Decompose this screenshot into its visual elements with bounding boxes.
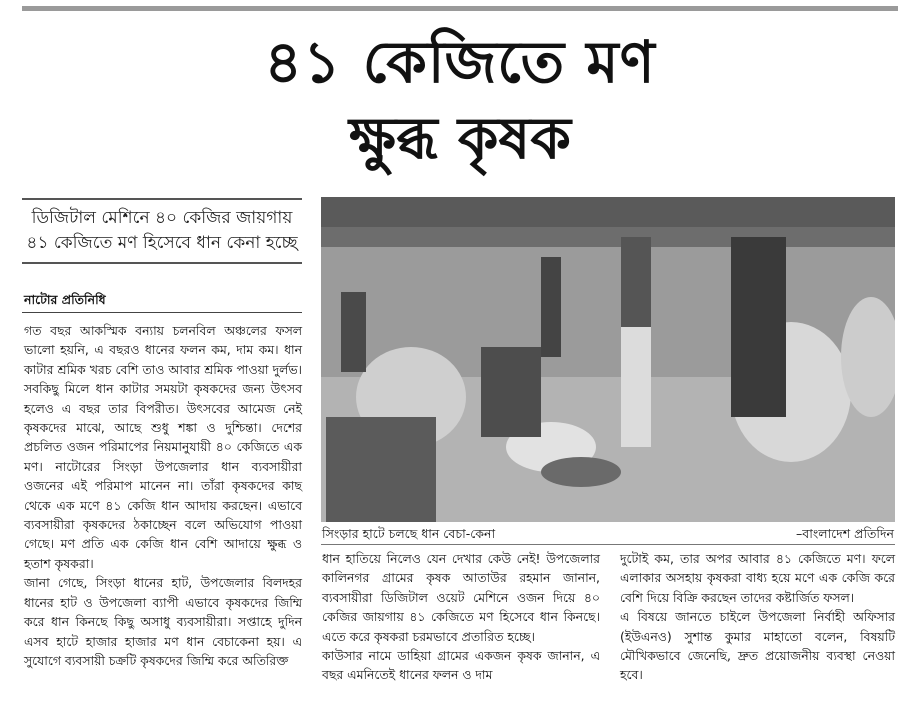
column-3-paragraph-2: এ বিষয়ে জানতে চাইলে উপজেলা নির্বাহী অফিসার (ইউএনও) সুশান্ত কুমার মাহাতো বলেন, বিষয়টি মৌখিকভাবে জেনেছি, দ্রুত প্রয়োজনীয় ব্যবস্থা নেওয়া হবে। (620, 609, 895, 683)
caption-rule (321, 544, 895, 545)
byline: নাটোর প্রতিনিধি (24, 292, 106, 307)
byline-rule (22, 312, 302, 313)
column-3-paragraph-1: দুটোই কম, তার অপর আবার ৪১ কেজিতে মণ। ফলে এলাকার অসহায় কৃষকরা বাধ্য হয়ে মণে এক কেজি করে বেশি দিয়ে বিক্রি করছেন তাদের কষ্টার্জিত ফসল। (620, 551, 895, 605)
column-2 (322, 549, 600, 685)
column-2-paragraph-1: ধান হাতিয়ে নিলেও যেন দেখার কেউ নেই! উপজেলার কালিনগর গ্রামের কৃষক আতাউর রহমান জানান, ব্যবসায়ীরা ডিজিটাল ওয়েট মেশিনে ওজন দিয়ে ৪০ কেজির জায়গায় ৪১ কেজিতে মণ হিসেবে ধান কিনছে। এতে করে কৃষকরা চরমভাবে প্রতারিত হচ্ছে। (322, 551, 600, 644)
news-photo (321, 197, 895, 522)
headline-line-2: ক্ষুব্ধ কৃষক (349, 104, 571, 172)
column-1 (24, 321, 302, 670)
column-3 (620, 549, 895, 685)
photo-caption: সিংড়ার হাটে চলছে ধান বেচা-কেনা (322, 526, 496, 541)
column-1-paragraph-1: গত বছর আকস্মিক বন্যায় চলনবিল অঞ্চলের ফসল ভালো হয়নি, এ বছরও ধানের ফলন কম, দাম কম। ধান কাটার শ্রমিক খরচ বেশি তাও আবার শ্রমিক পাওয়া দুর্লভ। সবকিছু মিলে ধান কাটার সময়টা কৃষকদের জন্য উৎসব হলেও এ বছর তার বিপরীত। উৎসবের আমেজ নেই কৃষকদের মাঝে, আছে শুধু শঙ্কা ও দুশ্চিন্তা। দেশের প্রচলিত ওজন পরিমাপের নিয়মানুযায়ী ৪০ কেজিতে এক মণ। নাটোরের সিংড়া উপজেলার ধান ব্যবসায়ীরা ওজনের এই পরিমাপ মানেন না। তাঁরা কৃষকদের কাছ থেকে এক মণে ৪১ কেজি ধান আদায় করছেন। এভাবে ব্যবসায়ীরা কৃষকদের ঠকাচ্ছেন বলে অভিযোগ পাওয়া গেছে। মণ প্রতি এক কেজি ধান বেশি আদায়ে ক্ষুব্ধ ও হতাশ কৃষকরা। (24, 323, 302, 571)
column-1-paragraph-2: জানা গেছে, সিংড়া ধানের হাট, উপজেলার বিলদহর ধানের হাট ও উপজেলা ব্যাপী এভাবে কৃষকদের জিম্মি করে ধান কিনছে কিছু অসাধু ব্যবসায়ীরা। সপ্তাহে দুদিন এসব হাটে হাজার হাজার মণ ধান বেচাকেনা হয়। এ সুযোগে ব্যবসায়ী চক্রটি কৃষকদের জিম্মি করে অতিরিক্ত (24, 575, 302, 668)
photo-credit: –বাংলাদেশ প্রতিদিন (796, 526, 894, 541)
top-rule (22, 6, 898, 11)
paddy-market-photo-illustration (321, 197, 895, 522)
column-2-paragraph-2: কাউসার নামে ডাহিয়া গ্রামের একজন কৃষক জানান, এ বছর এমনিতেই ধানের ফলন ও দাম (322, 648, 600, 683)
strap-subheadline: ডিজিটাল মেশিনে ৪০ কেজির জায়গায় ৪১ কেজিতে মণ হিসেবে ধান কেনা হচ্ছে (22, 198, 302, 264)
headline-line-1: ৪১ কেজিতে মণ (264, 28, 656, 96)
